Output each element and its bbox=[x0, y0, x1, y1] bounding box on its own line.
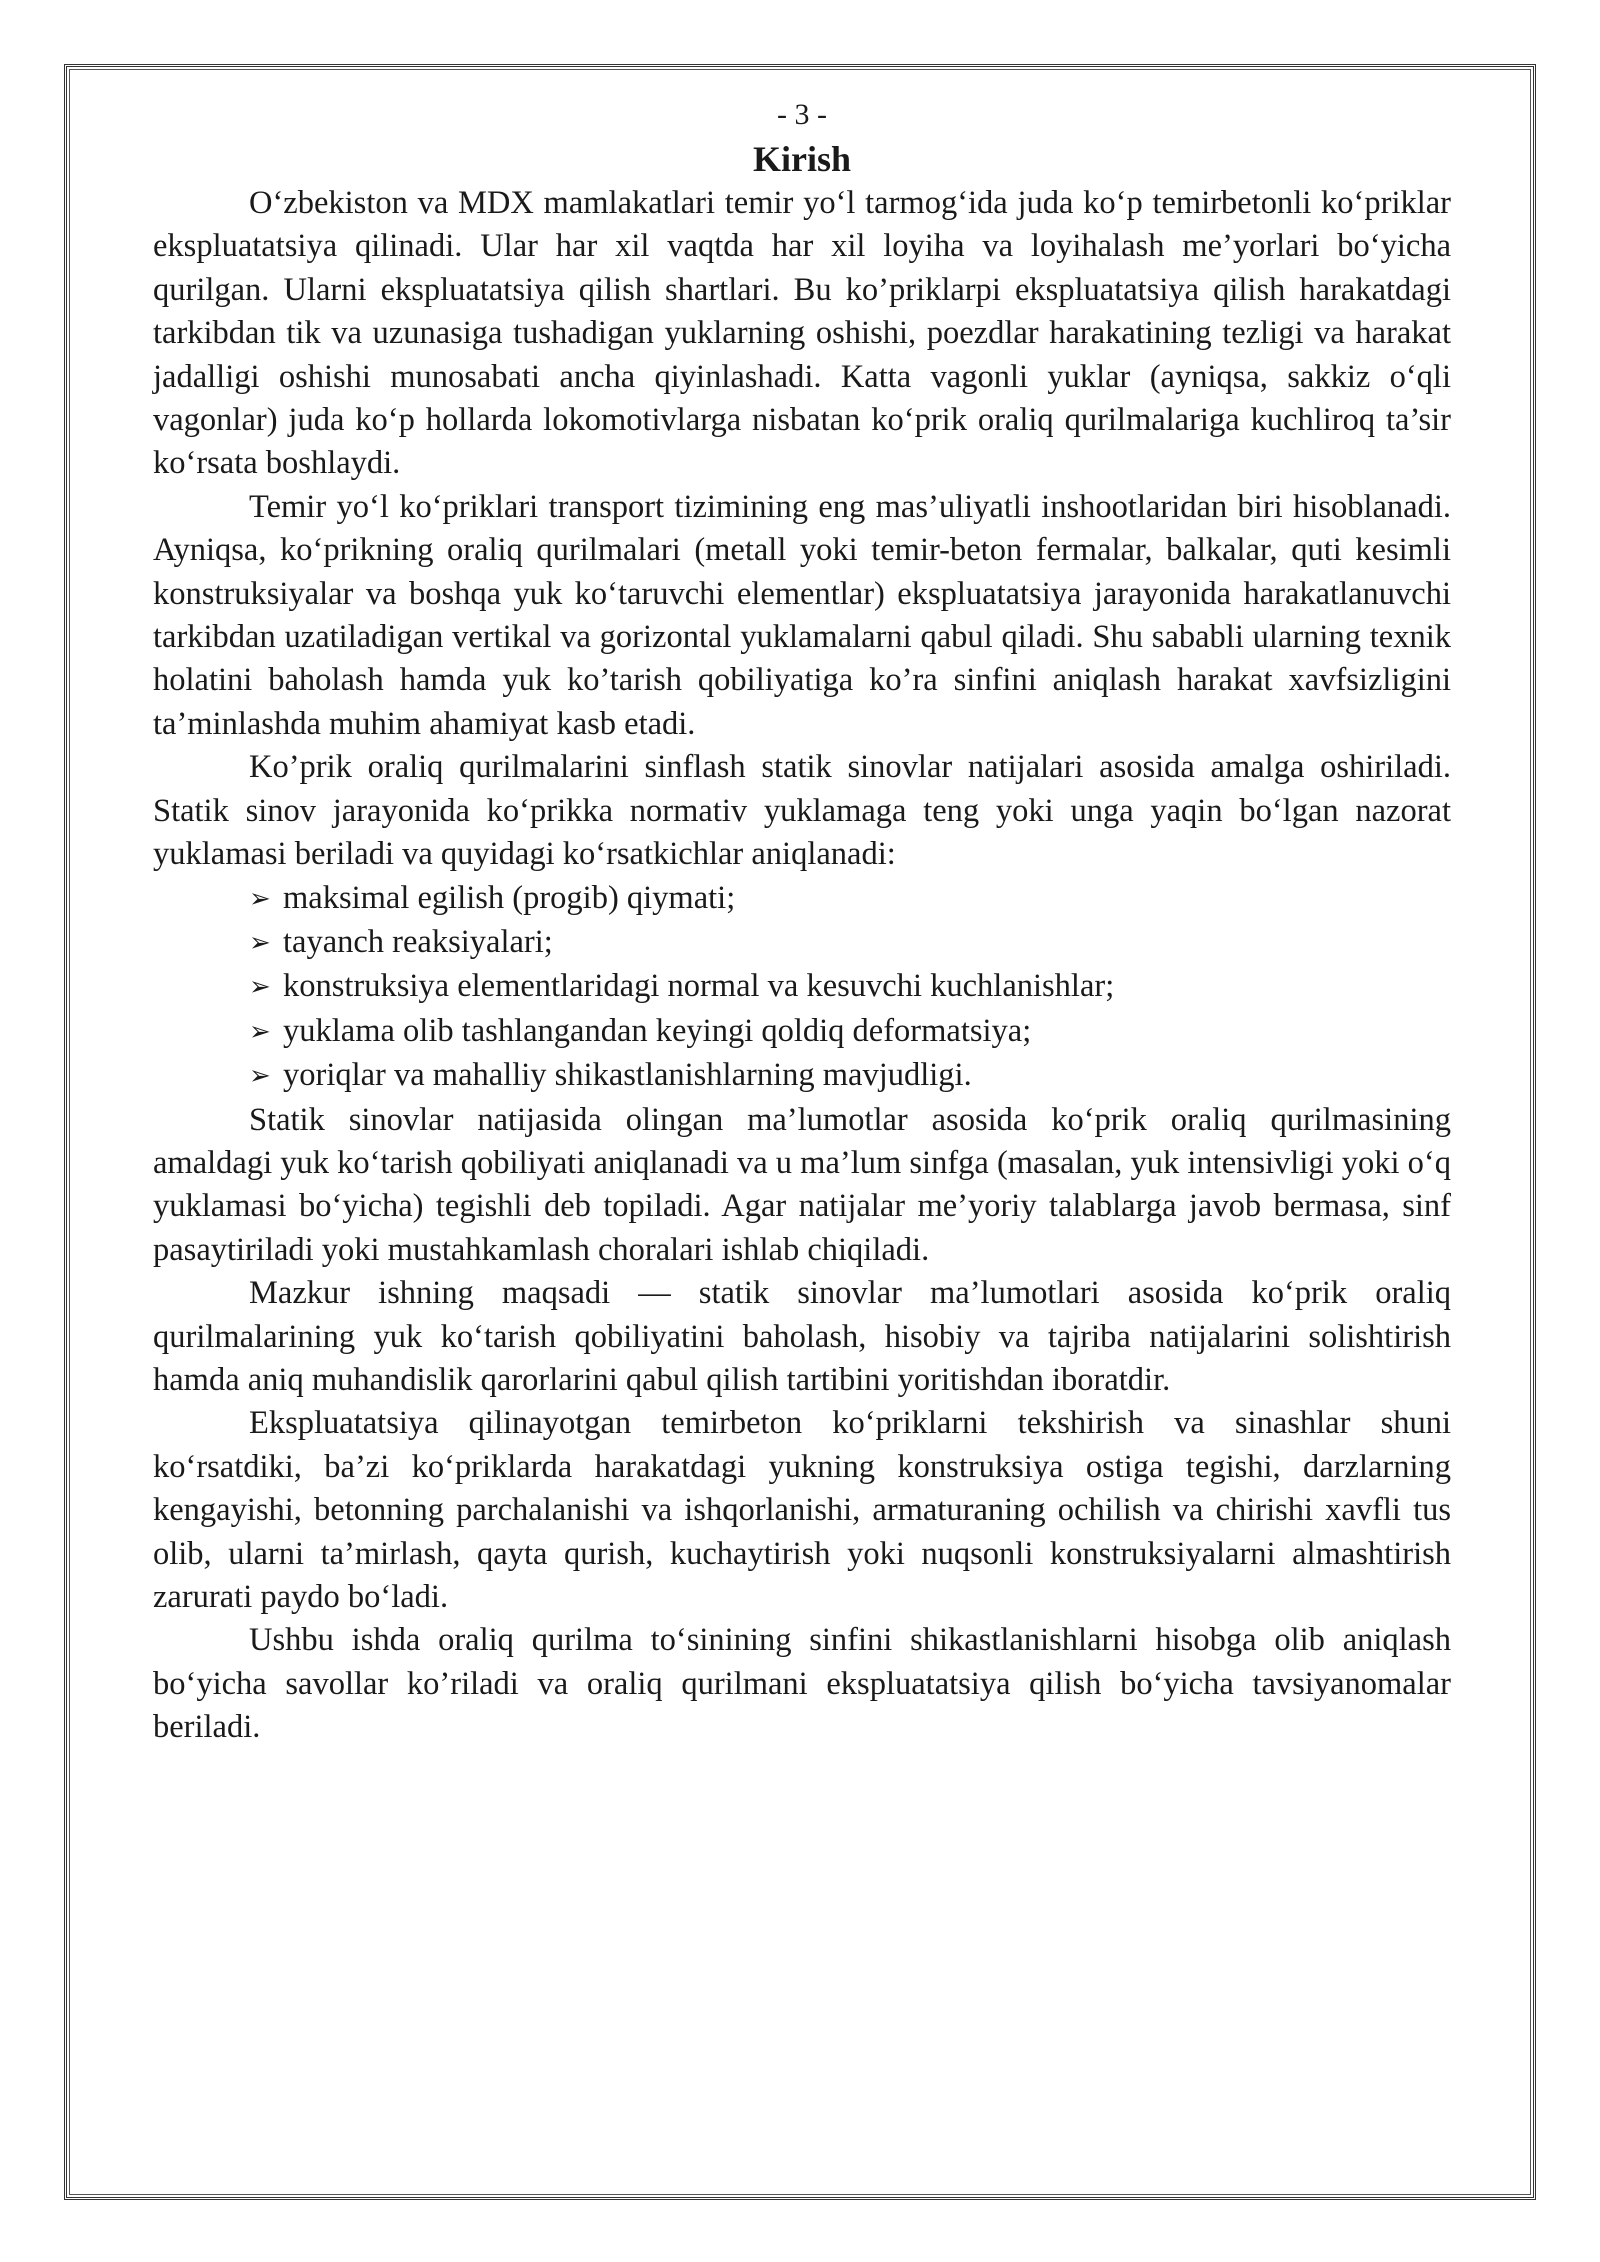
paragraph: Statik sinovlar natijasida olingan ma’lumotlar asosida ko‘prik oraliq qurilmasining amaldagi yuk ko‘tarish qobiliyati aniqlanadi va u ma’lum sinfga (masalan, yuk intensivligi yoki o‘q yuklamasi bo‘yicha) tegishli deb topiladi. Agar natijalar me’yoriy talablarga javob bermasa, sinf pasaytiriladi yoki mustahkamlash choralari ishlab chiqiladi. bbox=[153, 1101, 1451, 1268]
arrowhead-bullet-icon: ➢ bbox=[249, 972, 271, 1003]
paragraph: Ko’prik oraliq qurilmalarini sinflash statik sinovlar natijalari asosida amalga oshiriladi. Statik sinov jarayonida ko‘prikka normativ yuklamaga teng yoki unga yaqin bo‘lgan nazorat yuklamasi beriladi va quyidagi ko‘rsatkichlar aniqlanadi: bbox=[153, 749, 1451, 873]
paragraph: Ekspluatatsiya qilinayotgan temirbeton ko‘priklarni tekshirish va sinashlar shuni ko‘rsatdiki, ba’zi ko‘priklarda harakatdagi yukning konstruksiya ostiga tegishi, darzlarning kengayishi, betonning parchalanishi va ishqorlanishi, armaturaning ochilish va chirishi xavfli tus olib, ularni ta’mirlash, qayta qurish, kuchaytirish yoki nuqsonli konstruksiyalarni almashtirish zarurati paydo bo‘ladi. bbox=[153, 1405, 1451, 1615]
page-number: - 3 - bbox=[777, 98, 827, 131]
list-item-text: maksimal egilish (progib) qiymati; bbox=[283, 879, 736, 916]
list-item bbox=[153, 877, 1451, 921]
arrowhead-bullet-icon: ➢ bbox=[249, 927, 271, 958]
list-item bbox=[153, 965, 1451, 1009]
paragraph: Temir yo‘l ko‘priklari transport tizimining eng mas’uliyatli inshootlaridan biri hisoblanadi. Ayniqsa, ko‘prikning oraliq qurilmalari (metall yoki temir-beton fermalar, balkalar, quti kesimli konstruksiyalar va boshqa yuk ko‘taruvchi elementlar) ekspluatatsiya jarayonida harakatlanuvchi tarkibdan uzatiladigan vertikal va gorizontal yuklamalarni qabul qiladi. Shu sababli ularning texnik holatini baholash hamda yuk ko’tarish qobiliyatiga ko’ra sinfini aniqlash harakat xavfsizligini ta’minlashda muhim ahamiyat kasb etadi. bbox=[153, 488, 1451, 742]
document-body bbox=[153, 96, 1451, 1750]
list-item-text: yuklama olib tashlangandan keyingi qoldiq deformatsiya; bbox=[283, 1012, 1032, 1049]
list-item-text: konstruksiya elementlaridagi normal va kesuvchi kuchlanishlar; bbox=[283, 968, 1115, 1005]
list-item-text: yoriqlar va mahalliy shikastlanishlarning mavjudligi. bbox=[283, 1057, 972, 1094]
arrowhead-bullet-icon: ➢ bbox=[249, 1016, 271, 1047]
list-item bbox=[153, 1054, 1451, 1098]
list-item-text: tayanch reaksiyalari; bbox=[283, 923, 553, 960]
arrowhead-bullet-icon: ➢ bbox=[249, 883, 271, 914]
paragraph: Mazkur ishning maqsadi — statik sinovlar ma’lumotlari asosida ko‘prik oraliq qurilmalarining yuk ko‘tarish qobiliyatini baholash, hisobiy va tajriba natijalarini solishtirish hamda aniq muhandislik qarorlarini qabul qilish tartibini yoritishdan iboratdir. bbox=[153, 1275, 1451, 1398]
paragraph: O‘zbekiston va MDX mamlakatlari temir yo‘l tarmog‘ida juda ko‘p temirbetonli ko‘priklar ekspluatatsiya qilinadi. Ular har xil vaqtda har xil loyiha va loyihalash me’yorlari bo‘yicha qurilgan. Ularni ekspluatatsiya qilish shartlari. Bu ko’priklarpi ekspluatatsiya qilish harakatdagi tarkibdan tik va uzunasiga tushadigan yuklarning oshishi, poezdlar harakatining tezligi va harakat jadalligi oshishi munosabati ancha qiyinlashadi. Katta vagonli yuklar (ayniqsa, sakkiz o‘qli vagonlar) juda ko‘p hollarda lokomotivlarga nisbatan ko‘prik oraliq qurilmalariga kuchliroq ta’sir ko‘rsata boshlaydi. bbox=[153, 185, 1451, 482]
section-title: Kirish bbox=[752, 139, 851, 179]
arrowhead-bullet-icon: ➢ bbox=[249, 1061, 271, 1092]
indicator-list bbox=[153, 877, 1451, 1099]
paragraph: Ushbu ishda oraliq qurilma to‘sinining sinfini shikastlanishlarni hisobga olib aniqlash bo‘yicha savollar ko’riladi va oraliq qurilmani ekspluatatsiya qilish bo‘yicha tavsiyanomalar beriladi. bbox=[153, 1622, 1451, 1746]
list-item bbox=[153, 921, 1451, 965]
list-item bbox=[153, 1010, 1451, 1054]
